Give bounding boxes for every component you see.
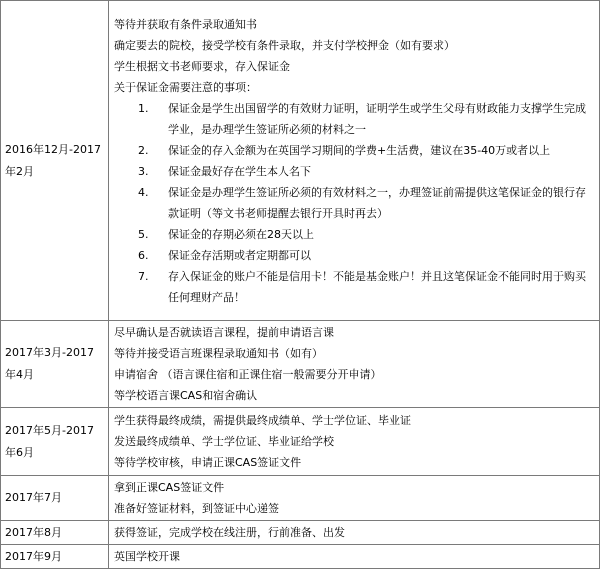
list-item: 等待并获取有条件录取通知书 [114, 17, 257, 31]
list-item: 英国学校开课 [114, 550, 180, 563]
table-row [1, 1, 600, 321]
item-text: 保证金是办理学生签证所必须的有效材料之一，办理签证前需提供这笔保证金的银行存款证明（等文书老师提醒去银行开具时再去） [168, 185, 586, 220]
date-cell: 2017年8月 [1, 521, 109, 545]
content-cell [109, 476, 600, 521]
date-cell: 2017年3月-2017年4月 [1, 321, 109, 408]
numbered-item [114, 161, 595, 182]
date-cell: 2016年12月-2017年2月 [1, 1, 109, 321]
date-cell: 2017年9月 [1, 545, 109, 569]
list-item: 尽早确认是否就读语言课程，提前申请语言课 [114, 326, 334, 339]
item-number: 7. [138, 269, 149, 283]
item-text: 保证金的存入金额为在英国学习期间的学费+生活费，建议在35-40万或者以上 [168, 143, 551, 157]
content-cell [109, 408, 600, 476]
list-item: 申请宿舍 （语言课住宿和正课住宿一般需要分开申请） [114, 368, 382, 381]
content-cell [109, 545, 600, 569]
item-number: 4. [138, 185, 149, 199]
content-cell [109, 521, 600, 545]
item-number: 1. [138, 101, 149, 115]
numbered-item [114, 182, 595, 224]
list-item: 准备好签证材料，到签证中心递签 [114, 502, 279, 515]
numbered-item [114, 245, 595, 266]
item-text: 保证金存活期或者定期都可以 [168, 248, 311, 262]
numbered-item [114, 98, 595, 140]
content-cell [109, 1, 600, 321]
list-item: 等待学校审核，申请正课CAS签证文件 [114, 456, 302, 469]
list-item: 学生根据文书老师要求，存入保证金 [114, 59, 290, 73]
item-text: 保证金最好存在学生本人名下 [168, 164, 311, 178]
list-item: 获得签证，完成学校在线注册，行前准备、出发 [114, 526, 345, 539]
table-row [1, 545, 600, 569]
numbered-item [114, 140, 595, 161]
item-text: 保证金的存期必须在28天以上 [168, 227, 314, 241]
table-row [1, 521, 600, 545]
list-item: 学生获得最终成绩，需提供最终成绩单、学士学位证、毕业证 [114, 414, 411, 427]
date-cell: 2017年5月-2017年6月 [1, 408, 109, 476]
table-row [1, 408, 600, 476]
numbered-item [114, 224, 595, 245]
item-text: 存入保证金的账户不能是信用卡！不能是基金账户！并且这笔保证金不能同时用于购买任何理财产品！ [168, 269, 586, 304]
list-item: 发送最终成绩单、学士学位证、毕业证给学校 [114, 435, 334, 448]
table-row [1, 476, 600, 521]
numbered-item [114, 266, 595, 308]
item-number: 5. [138, 227, 149, 241]
item-number: 3. [138, 164, 149, 178]
list-item: 确定要去的院校，接受学校有条件录取，并支付学校押金（如有要求） [114, 38, 455, 52]
item-number: 6. [138, 248, 149, 262]
list-item: 关于保证金需要注意的事项： [114, 80, 257, 94]
item-number: 2. [138, 143, 149, 157]
list-item: 拿到正课CAS签证文件 [114, 481, 225, 494]
content-cell [109, 321, 600, 408]
table-row [1, 321, 600, 408]
list-item: 等待并接受语言班课程录取通知书（如有） [114, 347, 323, 360]
item-text: 保证金是学生出国留学的有效财力证明，证明学生或学生父母有财政能力支撑学生完成学业，是办理学生签证所必须的材料之一 [168, 101, 586, 136]
list-item: 等学校语言课CAS和宿舍确认 [114, 389, 258, 402]
date-cell: 2017年7月 [1, 476, 109, 521]
